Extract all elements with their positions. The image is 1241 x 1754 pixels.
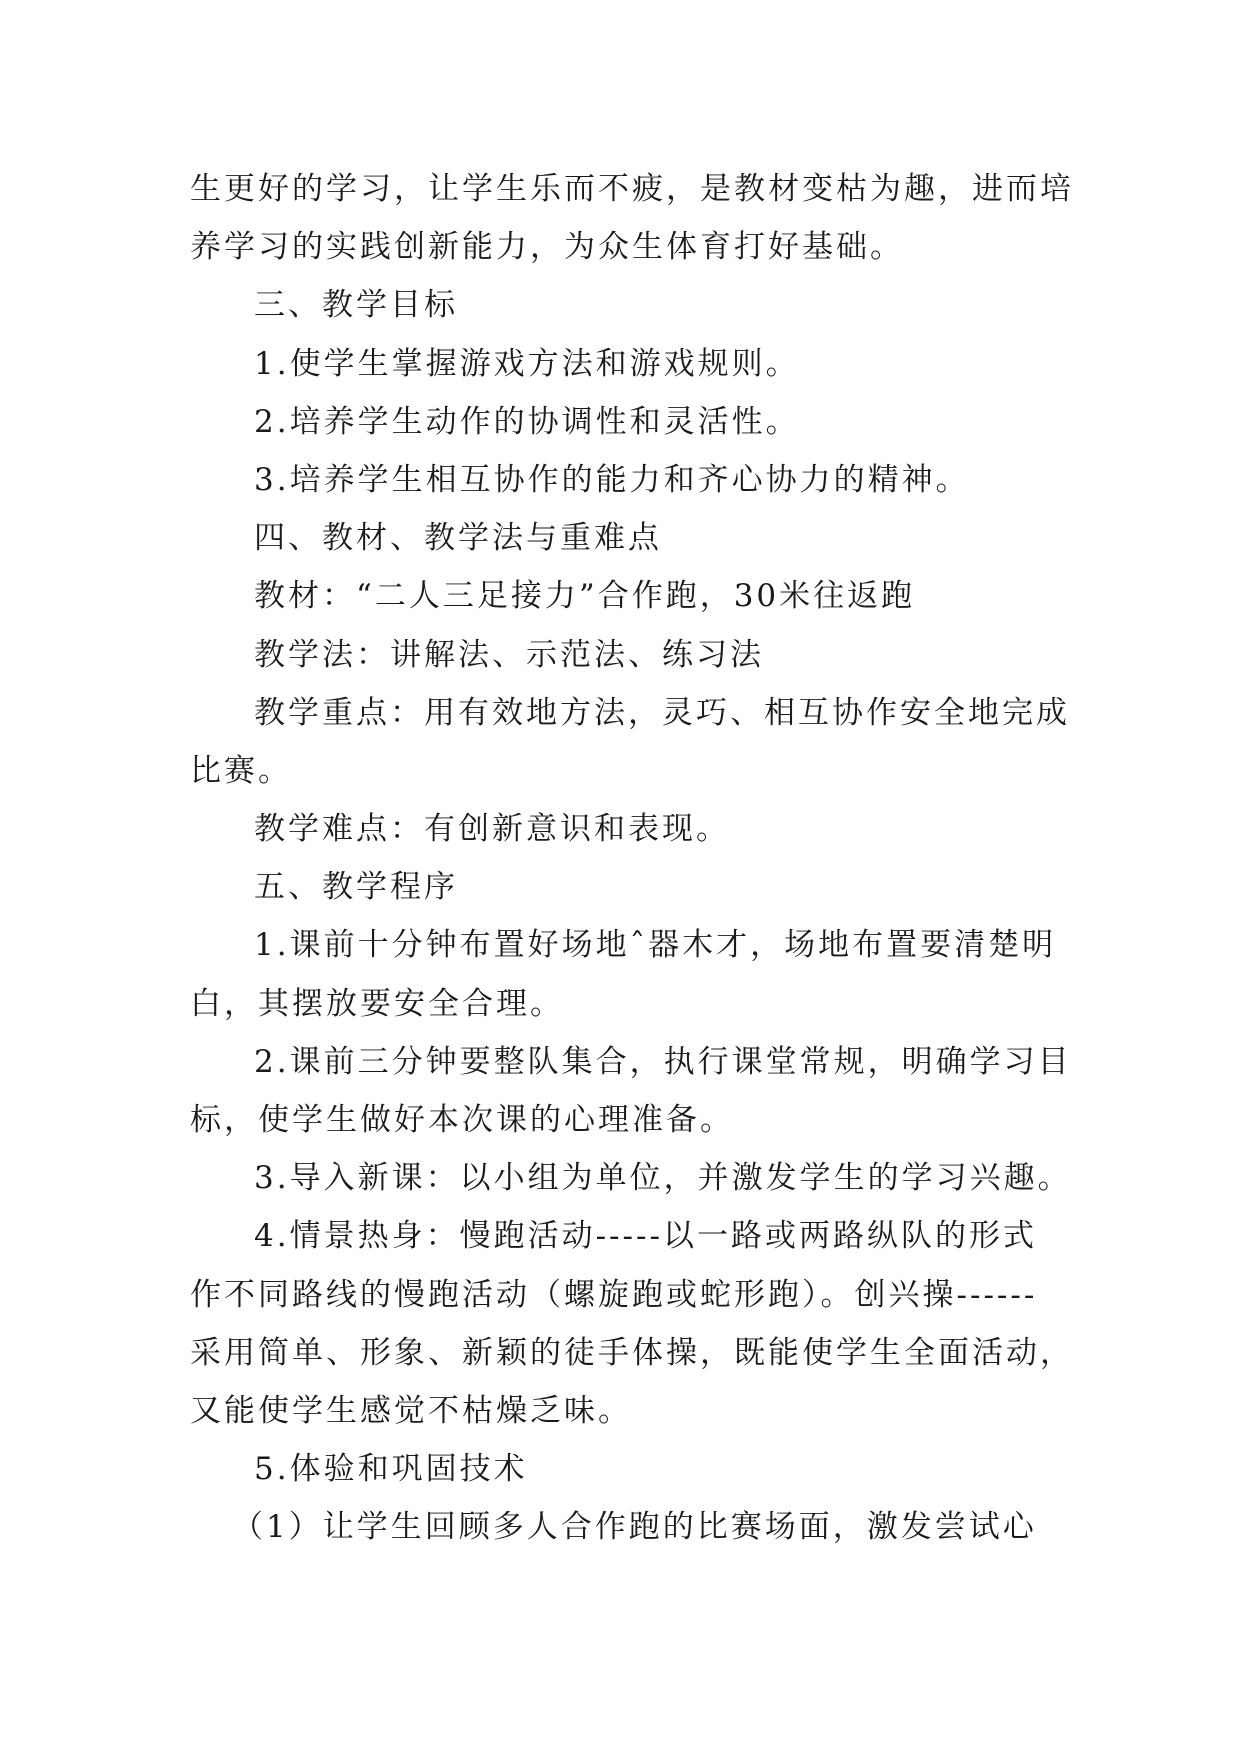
list-item: 3.导入新课：以小组为单位，并激发学生的学习兴趣。 [254, 1160, 1072, 1197]
list-item: 2.培养学生动作的协调性和灵活性。 [254, 403, 800, 440]
paragraph-line: 生更好的学习，让学生乐而不疲，是教材变枯为趣，进而培 [190, 171, 1074, 207]
paragraph-line: 采用简单、形象、新颖的徒手体操，既能使学生全面活动， [190, 1334, 1074, 1371]
document-body [190, 160, 1074, 1557]
list-item: 3.培养学生相互协作的能力和齐心协力的精神。 [254, 461, 970, 498]
list-item: （1）让学生回顾多人合作跑的比赛场面，激发尝试心 [232, 1509, 1037, 1546]
paragraph-line: 又能使学生感觉不枯燥乏味。 [190, 1392, 632, 1429]
paragraph-line: 教学法：讲解法、示范法、练习法 [254, 636, 764, 673]
paragraph-line: 教学重点：用有效地方法，灵巧、相互协作安全地完成 [254, 694, 1070, 731]
list-item: 2.课前三分钟要整队集合，执行课堂常规，明确学习目 [254, 1043, 1072, 1080]
section-heading: 五、教学程序 [254, 869, 458, 906]
list-item: 5.体验和巩固技术 [254, 1451, 528, 1488]
paragraph-line: 教材：“二人三足接力”合作跑，30米往返跑 [254, 578, 916, 615]
paragraph-line: 养学习的实践创新能力，为众生体育打好基础。 [190, 229, 904, 266]
paragraph-line: 比赛。 [190, 752, 292, 789]
paragraph-line: 教学难点：有创新意识和表现。 [254, 811, 730, 848]
section-heading: 四、教材、教学法与重难点 [254, 520, 662, 557]
list-item: 1.课前十分钟布置好场地ˆ器木才，场地布置要清楚明 [254, 927, 1057, 964]
list-item: 4.情景热身：慢跑活动-----以一路或两路纵队的形式 [254, 1218, 1037, 1255]
paragraph-line: 作不同路线的慢跑活动（螺旋跑或蛇形跑）。创兴操------ [190, 1276, 1038, 1313]
list-item: 1.使学生掌握游戏方法和游戏规则。 [254, 345, 800, 382]
paragraph-line: 白，其摆放要安全合理。 [190, 985, 564, 1022]
section-heading: 三、教学目标 [254, 287, 458, 324]
paragraph-line: 标，使学生做好本次课的心理准备。 [190, 1102, 734, 1138]
